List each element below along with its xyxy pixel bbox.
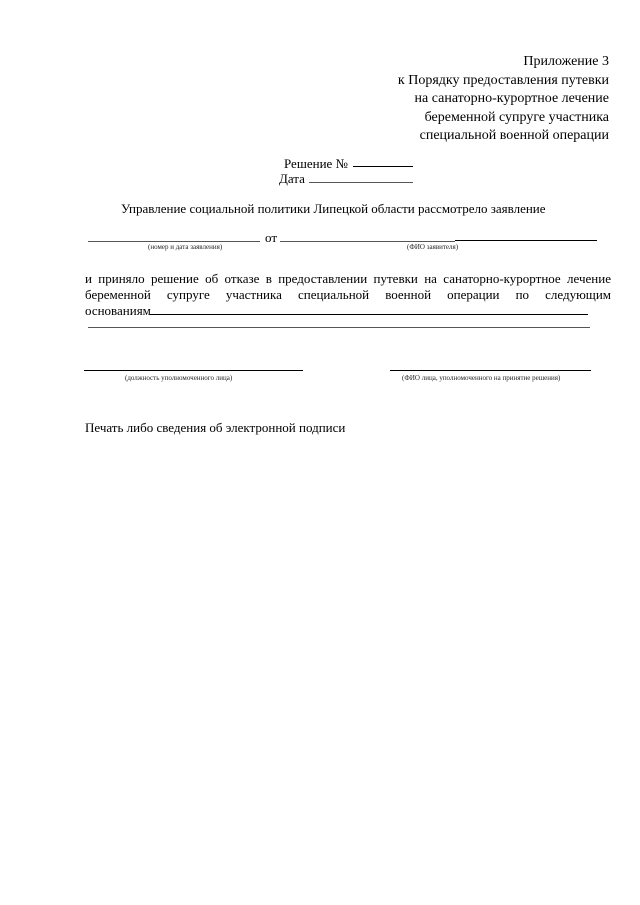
caption-position: (должность уполномоченного лица) — [125, 374, 233, 382]
appendix-header — [398, 53, 609, 146]
grounds-field-line-2[interactable] — [88, 327, 590, 328]
caption-number-date: (номер и дата заявления) — [148, 243, 223, 251]
applicant-name-field-extension[interactable] — [455, 240, 597, 241]
authorized-person-name-field[interactable] — [390, 370, 591, 371]
appendix-line-4: беременной супруге участника — [424, 109, 609, 125]
caption-authorized-name: (ФИО лица, уполномоченного на принятие решения) — [402, 374, 561, 382]
seal-note: Печать либо сведения об электронной подписи — [85, 420, 346, 435]
appendix-line-5: специальной военной операции — [419, 128, 609, 144]
appendix-line-3: на санаторно-курортное лечение — [414, 91, 609, 107]
intro-text: Управление социальной политики Липецкой области рассмотрело заявление — [121, 201, 546, 216]
body-line-2: беременной супруге участника специальной военной операции по следующим — [85, 287, 611, 302]
applicant-name-field[interactable] — [280, 241, 455, 242]
caption-applicant-name: (ФИО заявителя) — [407, 243, 459, 251]
grounds-field-line-1[interactable] — [150, 314, 588, 315]
application-number-date-field[interactable] — [88, 241, 260, 242]
decision-date-label: Дата — [279, 171, 305, 186]
body-line-3: основаниям — [85, 303, 151, 318]
appendix-line-2: к Порядку предоставления путевки — [397, 72, 609, 88]
appendix-number: Приложение 3 — [523, 54, 609, 69]
decision-date-field[interactable] — [309, 182, 413, 183]
body-line-1: и приняло решение об отказе в предоставлении путевки на санаторно-курортное лечение — [85, 271, 611, 286]
decision-number-label: Решение № — [284, 156, 348, 171]
decision-number-field[interactable] — [353, 166, 413, 167]
from-word: от — [265, 230, 278, 245]
position-field[interactable] — [84, 370, 303, 371]
